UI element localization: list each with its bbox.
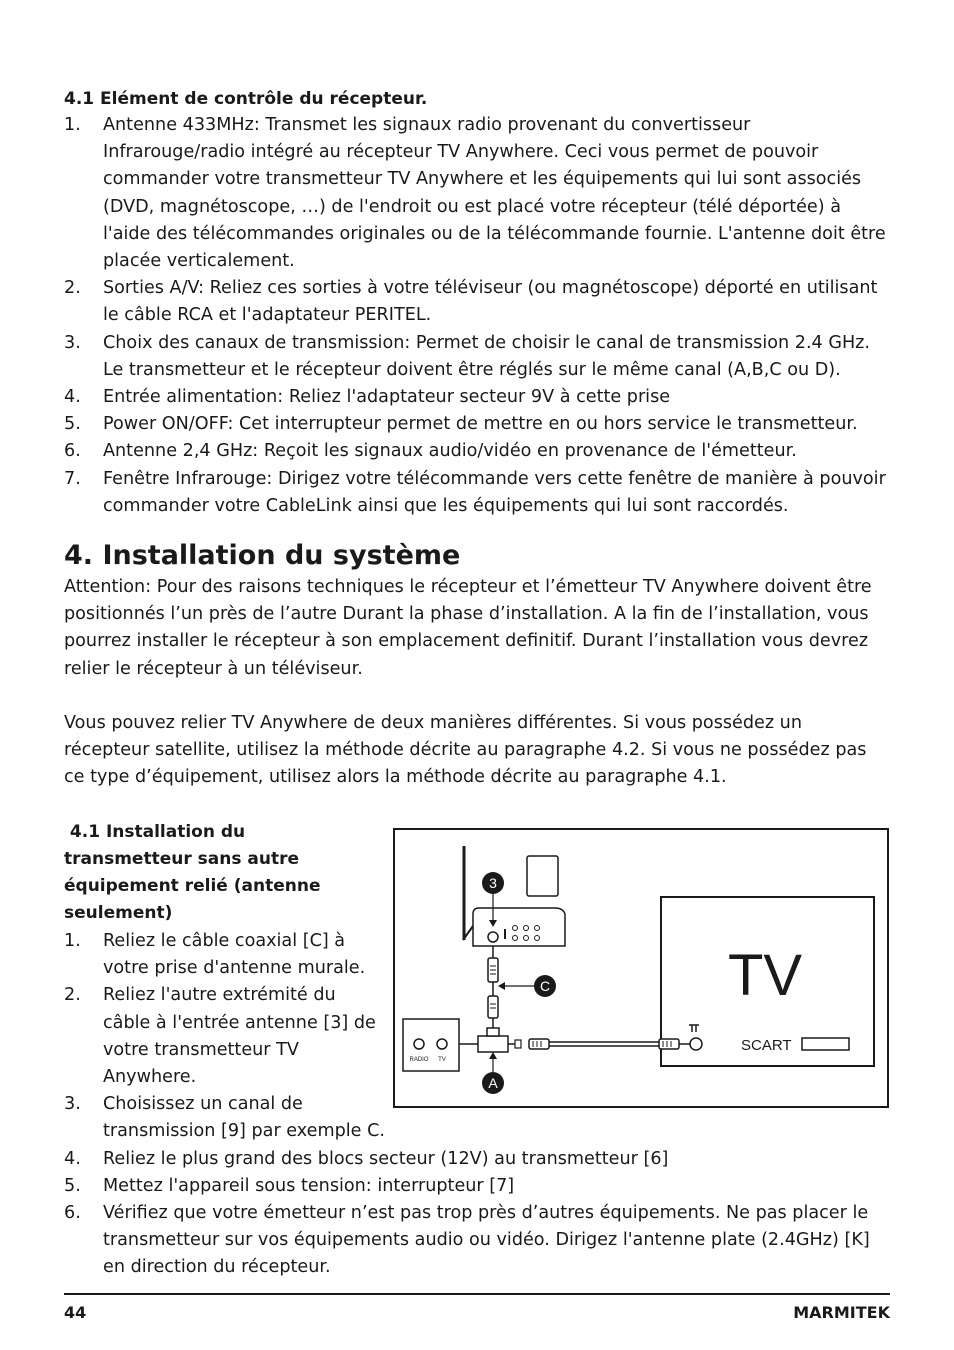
methods-paragraph: Vous pouvez relier TV Anywhere de deux manières différentes. Si vous possédez un récepteur satellite, utilisez la méthode décrite au paragraphe 4.2. Si vous ne possédez pas ce type d’équipement, utilisez alors la méthode décrite au paragraphe 4.1.: [64, 713, 867, 788]
list-item: 2. Sorties A/V: Reliez ces sorties à votre téléviseur (ou magnétoscope) déporté en utilisant le câble RCA et l'adaptateur PERITEL.: [64, 278, 878, 326]
wall-radio-label: RADIO: [409, 1057, 429, 1063]
list-item: 1. Antenne 433MHz: Transmet les signaux radio provenant du convertisseur Infrarouge/radio intégré au récepteur TV Anywhere. Ceci vous permet de pouvoir commander votre transmetteur TV Anywhere et les équipements qui lui sont associés (DVD, magnétoscope, …) de l'endroit ou est placé votre récepteur (télé déportée) à l'aide des télécommandes originales ou de la télécommande fournie. L'antenne doit être placée verticalement.: [64, 115, 886, 272]
list-item: 2. Reliez l'autre extrémité du câble à l'entrée antenne [3] de votre transmetteur TV Anywhere.: [64, 985, 376, 1088]
list-item: 6. Vérifiez que votre émetteur n’est pas trop près d’autres équipements. Ne pas placer le transmetteur sur vos équipements audio ou vidéo. Dirigez l'antenne plate (2.4GHz) [K] en direction du récepteur.: [64, 1203, 870, 1278]
scart-connector: [802, 1038, 849, 1050]
svg-text:A: A: [488, 1075, 498, 1091]
footer-divider: [64, 1293, 890, 1295]
svg-text:C: C: [539, 978, 551, 994]
section-heading: 4. Installation du système: [64, 540, 461, 571]
page-number: 44: [64, 1303, 87, 1322]
list-item: 1. Reliez le câble coaxial [C] à votre prise d'antenne murale.: [64, 931, 366, 979]
svg-text:3: 3: [489, 875, 497, 891]
list-item: 4. Reliez le plus grand des blocs secteur (12V) au transmetteur [6]: [64, 1148, 669, 1169]
tv-label: TV: [727, 943, 803, 1008]
brand-name: MARMITEK: [793, 1303, 890, 1322]
list-item: 4. Entrée alimentation: Reliez l'adaptateur secteur 9V à cette prise: [64, 387, 671, 408]
connection-diagram: [393, 828, 890, 1109]
controls-list: [64, 112, 890, 520]
attention-paragraph: Attention: Pour des raisons techniques le récepteur et l’émetteur TV Anywhere doivent être positionnés l’un près de l’autre Durant la phase d’installation. A la fin de l’installation, vous pourrez installer le récepteur à son emplacement definitif. Durant l’installation vous devrez relier le récepteur à un téléviseur.: [64, 577, 872, 679]
install-heading: 4.1 Installation du transmetteur sans autre équipement relié (antenne seulement): [64, 822, 321, 923]
list-item: 3. Choix des canaux de transmission: Permet de choisir le canal de transmission 2.4 GHz. Le transmetteur et le récepteur doivent être réglés sur le même canal (A,B,C ou D).: [64, 332, 871, 380]
list-item: 6. Antenne 2,4 GHz: Reçoit les signaux audio/vidéo en provenance de l'émetteur.: [64, 441, 797, 462]
list-item: 5. Mettez l'appareil sous tension: interrupteur [7]: [64, 1175, 515, 1196]
list-item: 5. Power ON/OFF: Cet interrupteur permet de mettre en ou hors service le transmetteur.: [64, 414, 858, 435]
controls-heading: 4.1 Elément de contrôle du récepteur.: [64, 89, 428, 109]
list-item: 7. Fenêtre Infrarouge: Dirigez votre télécommande vers cette fenêtre de manière à pouvoir commander votre CableLink ainsi que les équipements qui lui sont raccordés.: [64, 468, 886, 516]
list-item: 3. Choisissez un canal de transmission [9] par exemple C.: [64, 1094, 385, 1142]
scart-label: SCART: [741, 1037, 792, 1054]
wall-socket-icon: [403, 1019, 459, 1071]
wall-tv-label: TV: [438, 1057, 446, 1063]
